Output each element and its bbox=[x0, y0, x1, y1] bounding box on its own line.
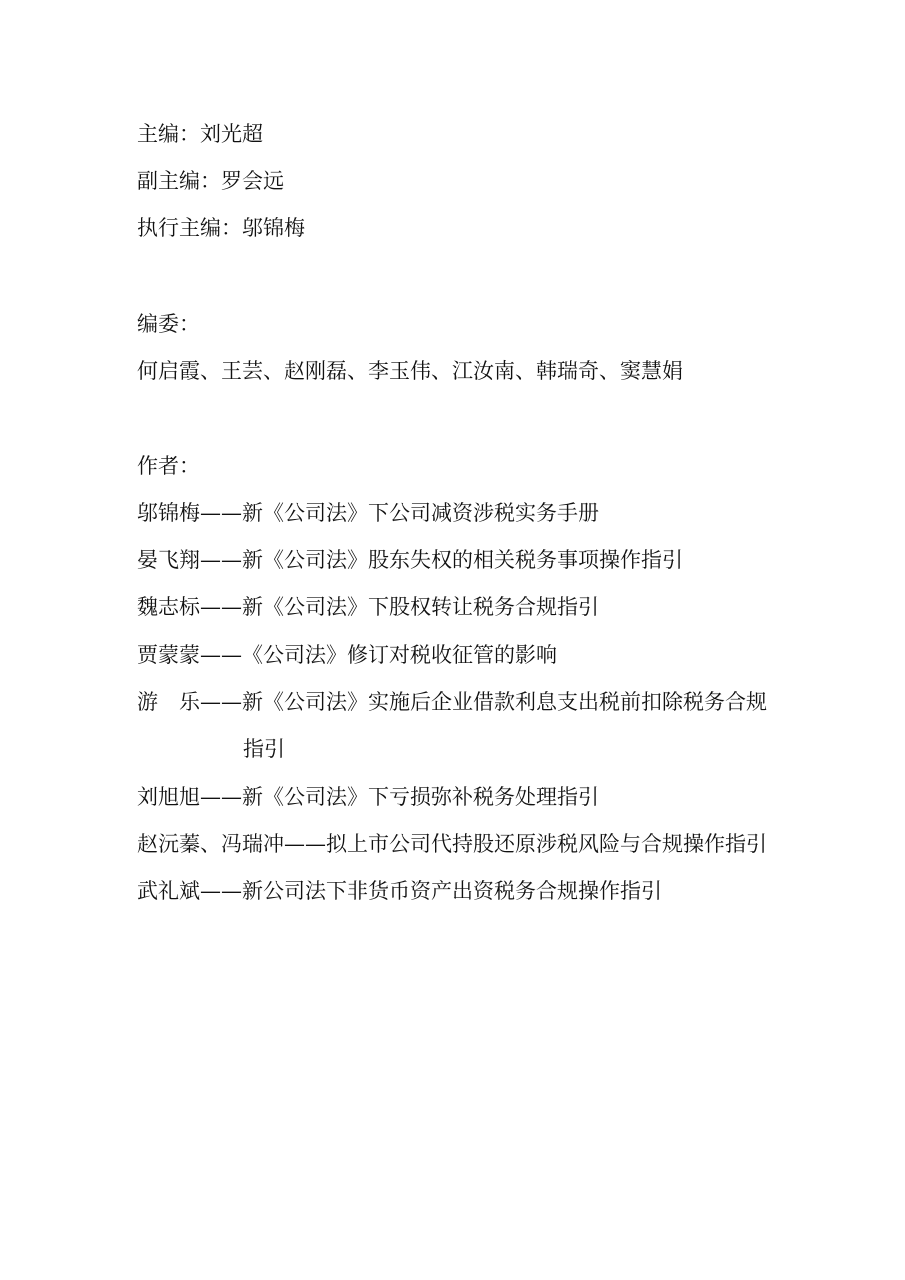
chief-editor: 主编：刘光超 bbox=[137, 122, 263, 146]
committee-members: 何启霞、王芸、赵刚磊、李玉伟、江汝南、韩瑞奇、窦慧娟 bbox=[137, 359, 683, 383]
deputy-editor: 副主编：罗会远 bbox=[137, 169, 284, 193]
author-entry: 赵沅蓁、冯瑞冲——拟上市公司代持股还原涉税风险与合规操作指引 bbox=[137, 832, 767, 856]
authors-heading: 作者： bbox=[137, 454, 200, 478]
author-entry-continuation: 指引 bbox=[243, 737, 285, 761]
author-entry: 武礼斌——新公司法下非货币资产出资税务合规操作指引 bbox=[137, 879, 662, 903]
author-entry: 魏志标——新《公司法》下股权转让税务合规指引 bbox=[137, 595, 599, 619]
author-entry: 晏飞翔——新《公司法》股东失权的相关税务事项操作指引 bbox=[137, 548, 683, 572]
author-entry: 邬锦梅——新《公司法》下公司减资涉税实务手册 bbox=[137, 501, 599, 525]
committee-heading: 编委： bbox=[137, 312, 200, 336]
executive-editor: 执行主编：邬锦梅 bbox=[137, 216, 305, 240]
author-entry: 刘旭旭——新《公司法》下亏损弥补税务处理指引 bbox=[137, 785, 599, 809]
author-entry: 游 乐——新《公司法》实施后企业借款利息支出税前扣除税务合规 bbox=[137, 690, 767, 714]
author-entry: 贾蒙蒙——《公司法》修订对税收征管的影响 bbox=[137, 643, 557, 667]
